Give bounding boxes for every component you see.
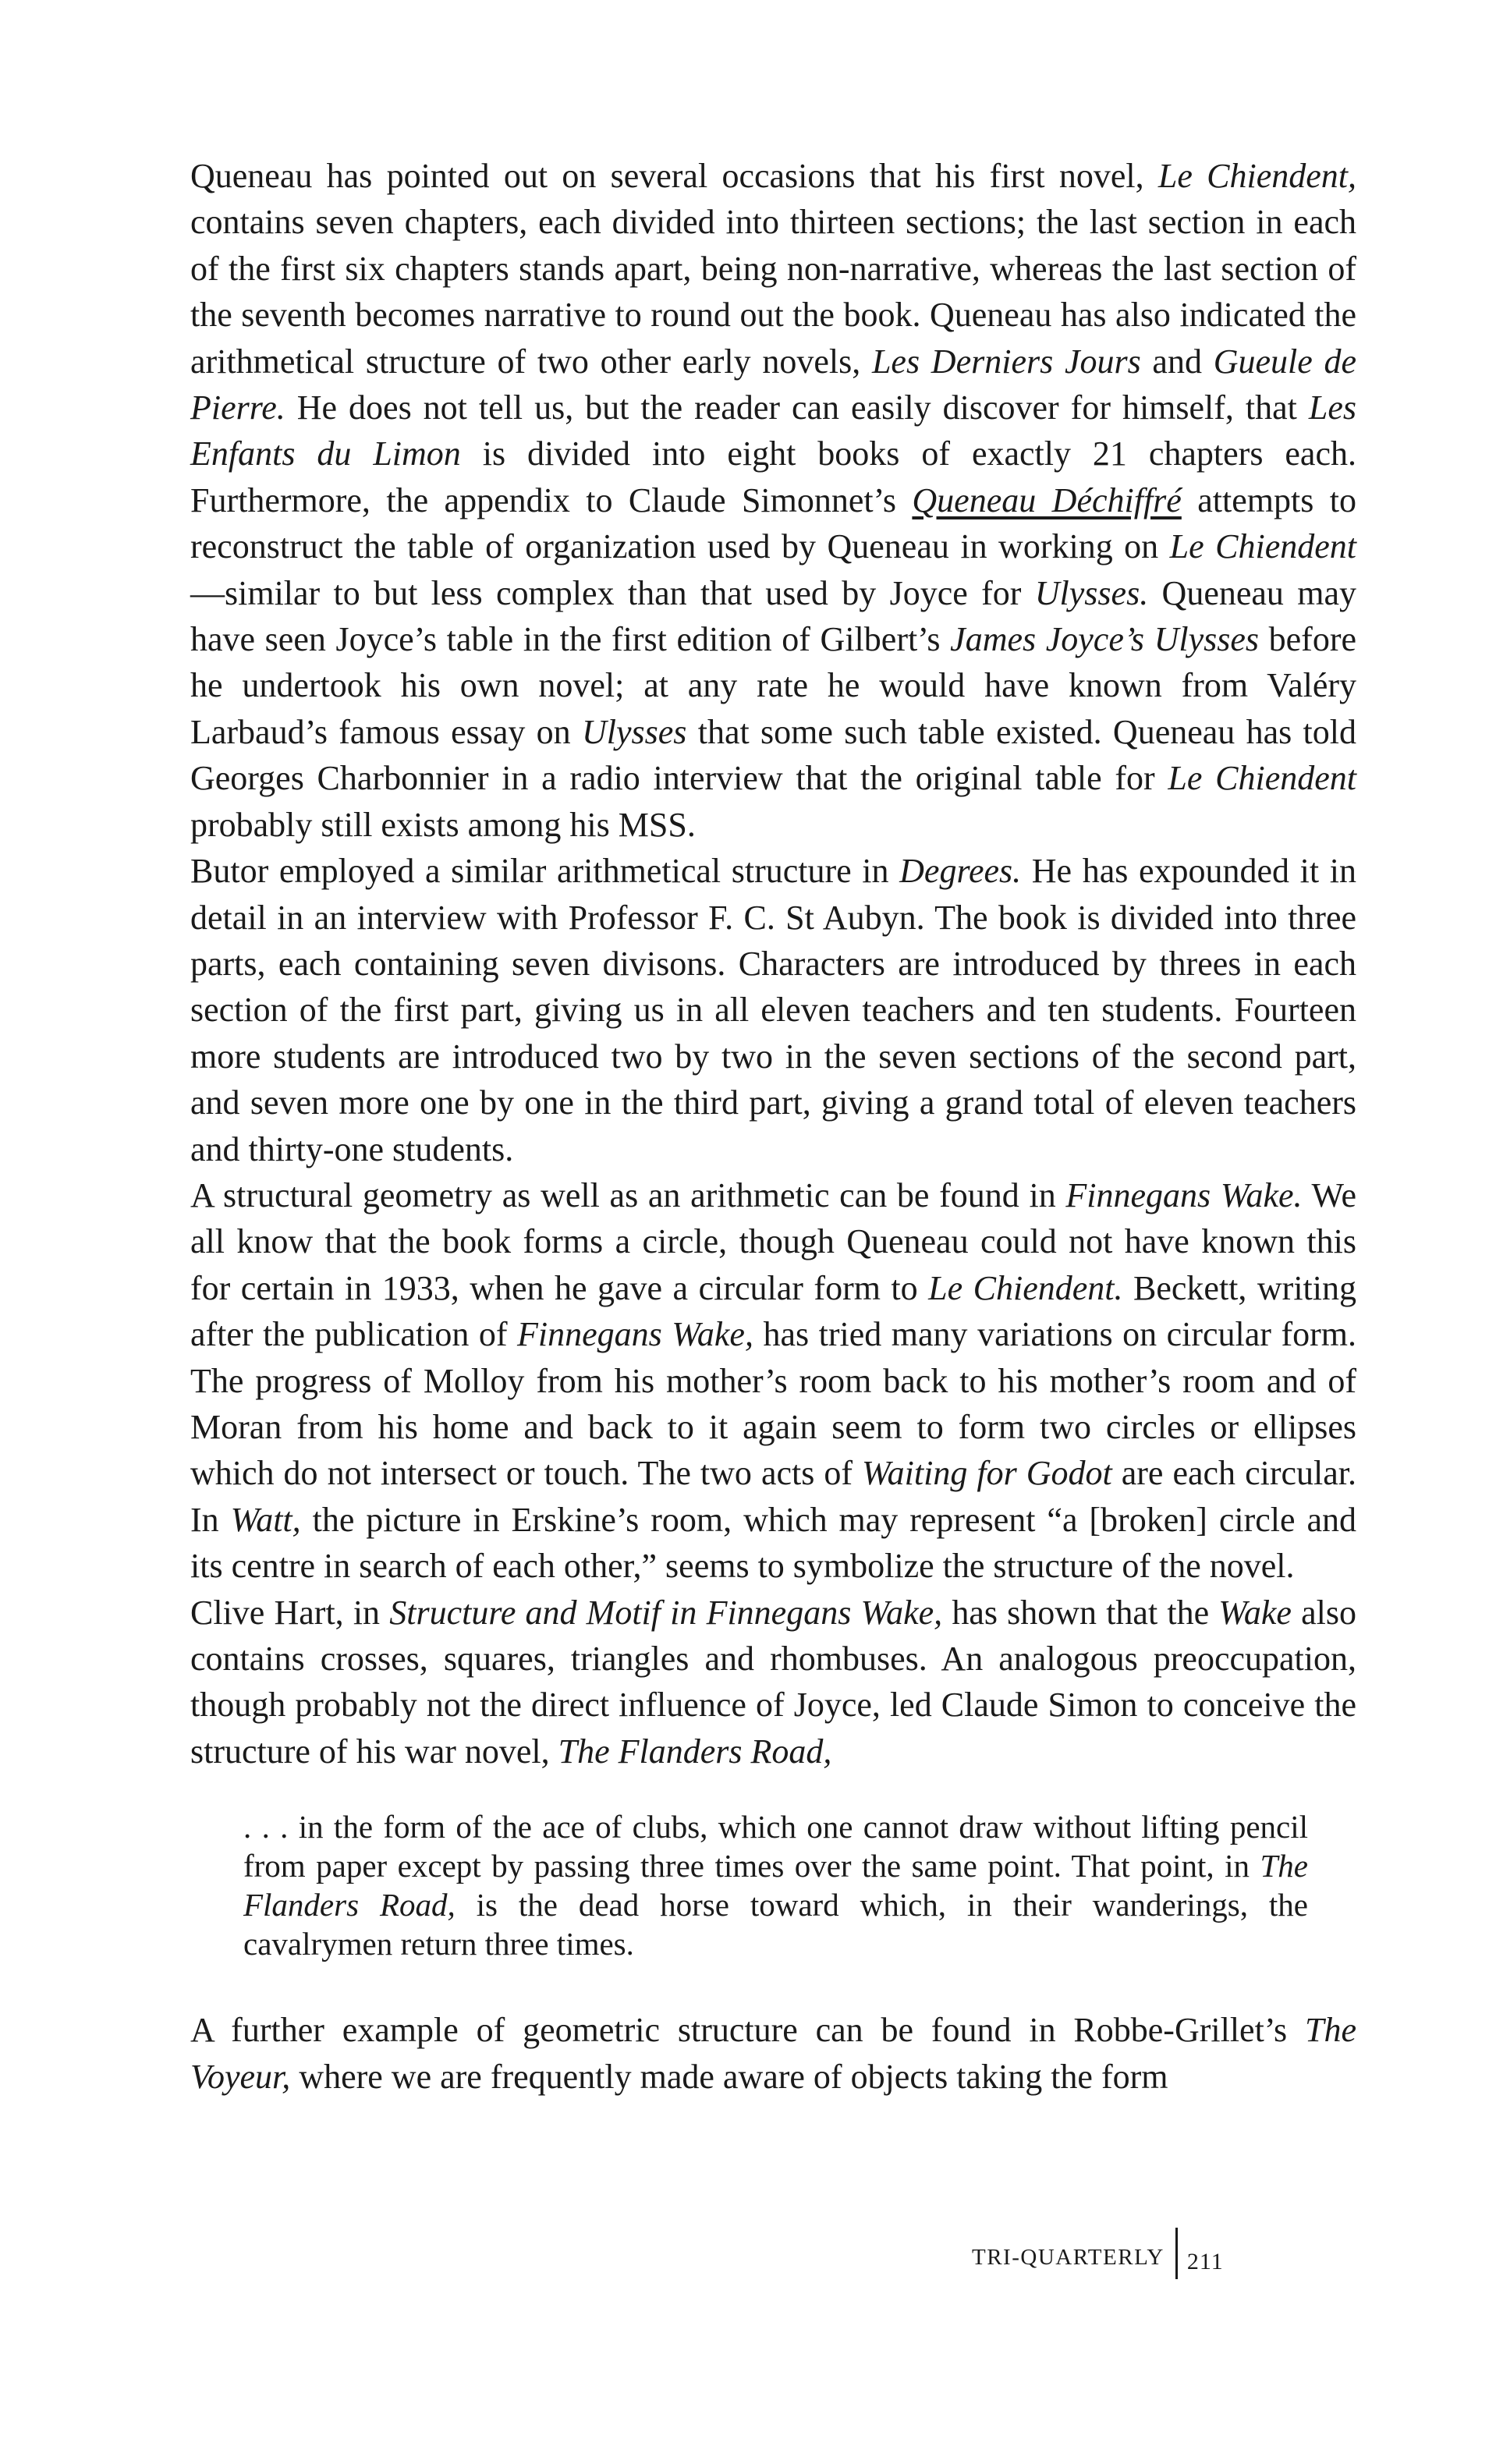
text-run: has tried many variations on circular form. The progress of Molloy from his mother’s room back to his mother’s room and of Moran from his home and back to it again seem to form two circles or ellipses which do not intersect or touch. The two acts of bbox=[190, 1315, 1356, 1493]
italic-title: Waiting for Godot bbox=[862, 1454, 1112, 1493]
italic-title: Les Derniers Jours bbox=[871, 342, 1141, 381]
paragraph-3 bbox=[190, 1172, 1356, 1590]
italic-title: The Flanders Road, bbox=[558, 1732, 832, 1771]
text-run: He has expounded it in detail in an interview with Professor F. C. St Aubyn. The book is divided into three parts, each containing seven divisons. Characters are introduced by threes in each section of the first part, giving us in all eleven teachers and ten students. Fourteen more students are introduced two by two in the seven sections of the second part, and seven more one by one in the third part, giving a grand total of eleven teachers and thirty-one students. bbox=[190, 852, 1356, 1168]
text-run: Butor employed a similar arithmetical structure in bbox=[190, 852, 900, 891]
italic-title: Le Chiendent bbox=[1168, 759, 1356, 798]
italic-title: Watt, bbox=[230, 1500, 301, 1539]
page-body bbox=[190, 153, 1356, 2100]
text-run: also contains crosses, squares, triangles and rhombuses. An analogous preoccupation, though probably not the direct influence of Joyce, led Claude Simon to conceive the structure of his war novel, bbox=[190, 1593, 1356, 1771]
page-number: 211 bbox=[1186, 2249, 1224, 2274]
text-run: A structural geometry as well as an arithmetic can be found in bbox=[190, 1175, 1066, 1214]
italic-title: Gueule de Pierre. bbox=[190, 342, 1356, 427]
text-run: that some such table existed. Queneau has told Georges Charbonnier in a radio interview that the original table for bbox=[190, 712, 1356, 798]
paragraph-1 bbox=[190, 153, 1356, 848]
italic-title: Le Chiendent bbox=[1169, 527, 1357, 566]
italic-title: Le Chiendent, bbox=[1157, 157, 1356, 195]
italic-title: Les Enfants du Limon bbox=[190, 388, 1356, 473]
text-run: is the dead horse toward which, in their wanderings, the cavalrymen return three times. bbox=[243, 1887, 1308, 1962]
paragraph-5 bbox=[190, 2007, 1356, 2100]
text-run: Queneau has pointed out on several occasions that his first novel, bbox=[190, 157, 1158, 195]
italic-title: The Flanders Road, bbox=[243, 1848, 1308, 1923]
text-run: attempts to reconstruct the table of organization used by Queneau in working on bbox=[190, 480, 1356, 566]
text-run: probably still exists among his MSS. bbox=[190, 805, 696, 844]
text-run: the picture in Erskine’s room, which may represent “a [broken] circle and its centre in search of each other,” seems to symbolize the structure of the novel. bbox=[190, 1500, 1356, 1586]
text-run: where we are frequently made aware of objects taking the form bbox=[290, 2057, 1168, 2096]
italic-title: Structure and Motif in Finnegans Wake, bbox=[389, 1593, 943, 1632]
italic-title: The Voyeur, bbox=[190, 2011, 1356, 2096]
text-run: Beckett, writing after the publication of bbox=[190, 1268, 1356, 1354]
italic-title: Wake bbox=[1218, 1593, 1292, 1632]
block-quote bbox=[190, 1807, 1356, 1963]
italic-title: Ulysses bbox=[582, 712, 687, 751]
running-head: TRI-QUARTERLY bbox=[972, 2228, 1178, 2279]
italic-title: Finnegans Wake. bbox=[1065, 1175, 1303, 1214]
text-run: has shown that the bbox=[942, 1593, 1219, 1632]
text-run: before he undertook his own novel; at any rate he would have known from Valéry Larbaud’s famous essay on bbox=[190, 620, 1356, 751]
text-run: He does not tell us, but the reader can easily discover for himself, that bbox=[285, 388, 1309, 427]
text-run: —similar to but less complex than that used by Joyce for bbox=[190, 573, 1035, 612]
paragraph-4 bbox=[190, 1590, 1356, 1775]
paragraph-2 bbox=[190, 848, 1356, 1172]
italic-title: Degrees. bbox=[899, 852, 1022, 891]
text-run: . . . in the form of the ace of clubs, which one cannot draw without lifting pencil from paper except by passing three times over the same point. That point, in bbox=[243, 1809, 1308, 1884]
italic-title: Finnegans Wake, bbox=[517, 1315, 753, 1354]
italic-title: Le Chiendent. bbox=[928, 1268, 1123, 1307]
text-run: is divided into eight books of exactly 21 chapters each. Furthermore, the appendix to Claude Simonnet’s bbox=[190, 434, 1356, 519]
text-run: Queneau may have seen Joyce’s table in the first edition of Gilbert’s bbox=[190, 573, 1356, 659]
italic-title: James Joyce’s Ulysses bbox=[950, 620, 1260, 659]
text-run: contains seven chapters, each divided into thirteen sections; the last section in each of the first six chapters stands apart, being non-narrative, whereas the last section of the seventh becomes narrative to round out the book. Queneau has also indicated the arithmetical structure of two other early novels, bbox=[190, 203, 1356, 381]
underlined-text bbox=[912, 481, 1181, 519]
text-run: are each circular. In bbox=[190, 1454, 1356, 1539]
text-run: We all know that the book forms a circle, though Queneau could not have known this for certain in 1933, when he gave a circular form to bbox=[190, 1175, 1356, 1307]
italic-title: Ulysses. bbox=[1034, 573, 1149, 612]
italic-title: Queneau Déchiffré bbox=[912, 480, 1182, 519]
text-run: Clive Hart, in bbox=[190, 1593, 390, 1632]
text-run: and bbox=[1140, 342, 1214, 381]
text-run: A further example of geometric structure can be found in Robbe-Grillet’s bbox=[190, 2011, 1305, 2050]
page-footer bbox=[972, 2228, 1224, 2279]
